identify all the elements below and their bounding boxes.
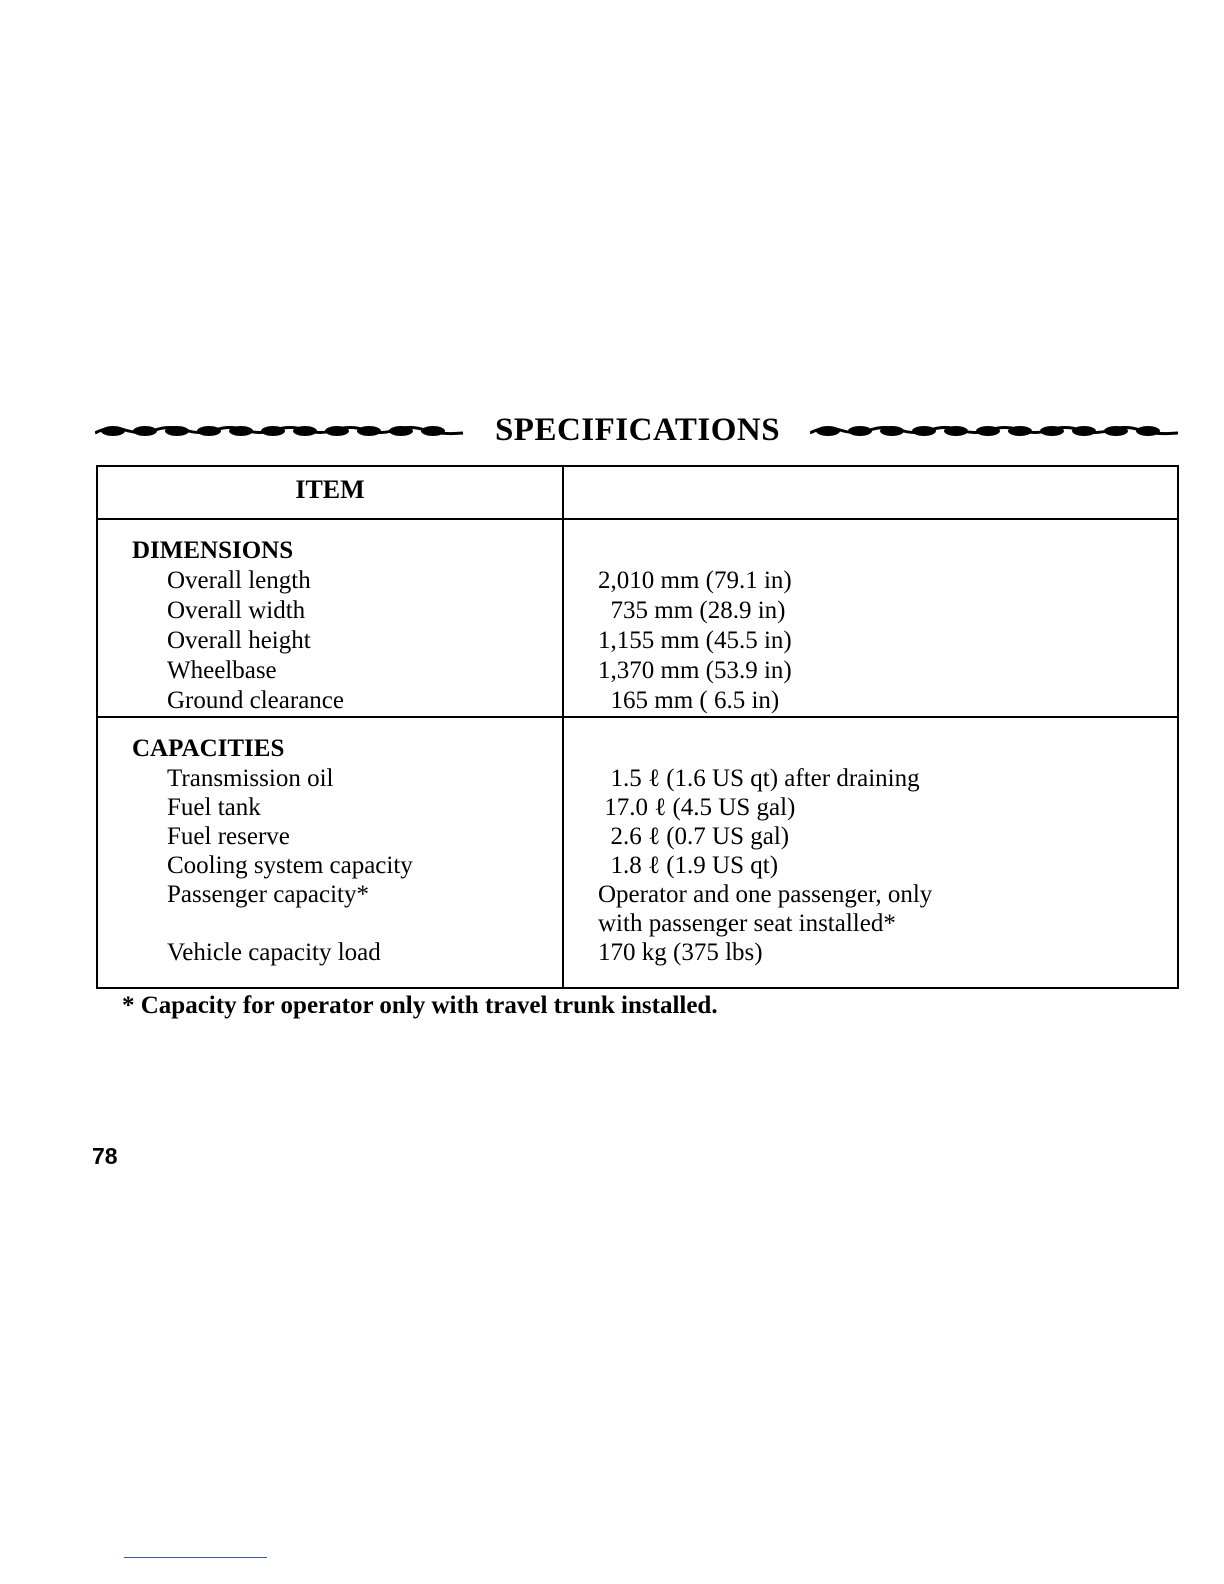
- row-label: Fuel reserve: [167, 823, 290, 850]
- table-row: [98, 764, 1177, 794]
- row-value: 170 kg (375 lbs): [598, 939, 763, 966]
- title-row: [95, 405, 1180, 455]
- row-label: Wheelbase: [167, 657, 277, 684]
- table-row: [98, 656, 1177, 686]
- table-row: [98, 938, 1177, 968]
- header-item: ITEM: [295, 475, 365, 504]
- row-value: 735 mm (28.9 in): [598, 597, 786, 624]
- bottom-rule: [124, 1557, 267, 1558]
- page-number: 78: [92, 1143, 118, 1169]
- section-title-dimensions: DIMENSIONS: [132, 537, 294, 564]
- row-value: 2,010 mm (79.1 in): [598, 567, 792, 594]
- header-divider: [98, 518, 1177, 520]
- footnote: * Capacity for operator only with travel trunk installed.: [122, 992, 718, 1019]
- row-value: 17.0 ℓ (4.5 US gal): [598, 794, 796, 821]
- row-label: Passenger capacity*: [167, 881, 370, 908]
- row-label: Overall length: [167, 567, 311, 594]
- row-label: Overall height: [167, 627, 311, 654]
- row-value: Operator and one passenger, only: [598, 881, 933, 908]
- left-ornament: [95, 420, 465, 440]
- table-row: [98, 822, 1177, 852]
- row-value: 1,155 mm (45.5 in): [598, 627, 792, 654]
- page-title: SPECIFICATIONS: [494, 411, 781, 448]
- row-value: 2.6 ℓ (0.7 US gal): [598, 823, 790, 850]
- row-value: 1,370 mm (53.9 in): [598, 657, 792, 684]
- table-row: [98, 566, 1177, 596]
- row-value: 1.5 ℓ (1.6 US qt) after draining: [598, 765, 920, 792]
- table-row: [98, 596, 1177, 626]
- table-row: [98, 880, 1177, 910]
- table-row: [98, 851, 1177, 881]
- row-value: with passenger seat installed*: [598, 910, 896, 937]
- row-label: Fuel tank: [167, 794, 261, 821]
- table-row: [98, 793, 1177, 823]
- row-value: 1.8 ℓ (1.9 US qt): [598, 852, 779, 879]
- spec-table: [96, 465, 1179, 989]
- row-label: Cooling system capacity: [167, 852, 413, 879]
- table-row: [98, 626, 1177, 656]
- row-label: Vehicle capacity load: [167, 939, 381, 966]
- table-row: [98, 909, 1177, 939]
- row-label: Overall width: [167, 597, 306, 624]
- row-label: Ground clearance: [167, 687, 344, 714]
- section-divider: [98, 716, 1177, 718]
- row-value: 165 mm ( 6.5 in): [598, 687, 780, 714]
- row-label: Transmission oil: [167, 765, 334, 792]
- right-ornament: [810, 420, 1180, 440]
- table-row: [98, 686, 1177, 716]
- section-title-capacities: CAPACITIES: [132, 735, 285, 762]
